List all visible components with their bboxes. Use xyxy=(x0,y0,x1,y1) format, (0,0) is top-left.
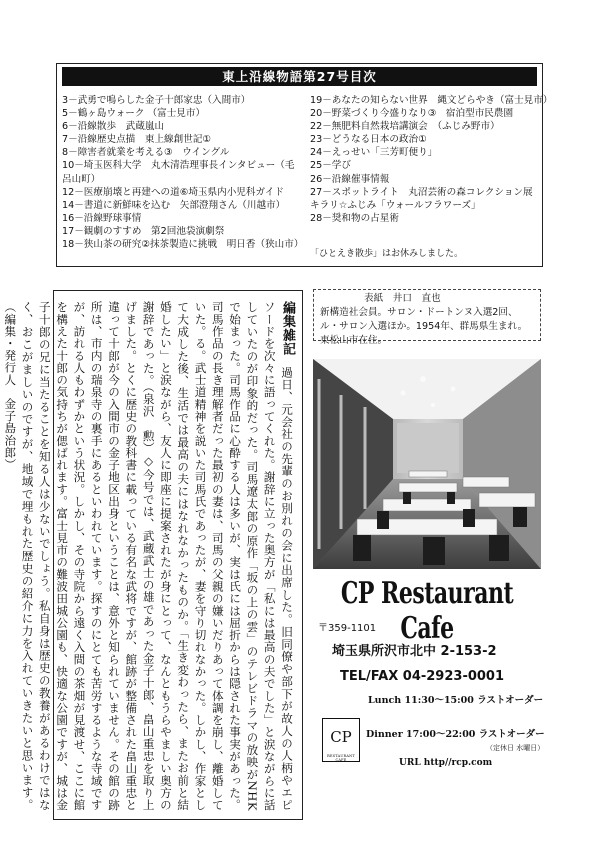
cp-logo xyxy=(322,718,360,762)
toc-item: 12－医療崩壊と再建への道⑥埼玉県内小児科ガイド xyxy=(62,186,284,198)
editorial-body: 過日、元会社の先輩のお別れの会に出席した。旧同僚や部下が故人の人柄やエピソードを次々に語ってくれた。謝辞に立った奥方が「私には最高の夫でした」と涙ながらに話していたのが印象的だった。司馬遼太郎の原作「坂の上の雲」のテレビドラマの放映がNHKで始まった。司馬作品に心酔する人は多いが、実は氏には屈折からは隠された事実があった。司馬作品の長き理解者だった最初の妻は、司馬の父親の嫌いだりあって体調を崩し、離婚していた。る。武士道精神を説いた司馬氏であったが、妻を守り切れなかった。しかし、作家として大成した後、生活では最高の夫にはなれなかったものか。「生き変わったら、またお前と結婚したい」と涙ながら、友人に即座に提案されたが身にとって、なんともうらやましい奥方の謝辞であった。（泉沢 勲）◇今号では、武蔵武士の雄であった金子十郎、畠山重忠を取り上げました。とくに歴史の教科書に載っている有名な武将ですが、館跡が整備された畠山重忠と違って十郎が今の入間市の金子地区出身ということは、意外と知られていません。その館の跡所は、市内の瑞泉寺の裏手にあるといわれています。探すのにとても苦労するような寺域ですが、訪れる人もわずかという状況。しかし、その寺院から遠く入間の茶畑が見渡せ、ここに館を構えた十郎の気持ちが偲ばれます。富士見市の難波田城公園も、快適な公園ですが、城は金子十郎の兄に当たることを知る人は少ないでしょう。私自身は歴史の教養があるわけではなく、おこがましいのですが、地域で埋もれた歴史の紹介に力を入れていきたいと思います。（編集・発行人 金子島治郎） xyxy=(3,301,294,812)
toc-item: 16－沿線野球事情 xyxy=(62,212,142,224)
toc-note: 「ひとえき散歩」はお休みしました。 xyxy=(310,249,464,259)
restaurant-zip: 〒359-1101 xyxy=(318,623,377,634)
toc-item: 7－沿線歴史点描 東上線創世記① xyxy=(62,134,212,146)
restaurant-interior-photo xyxy=(313,359,541,569)
toc-item: 27－スポットライト 丸沼芸術の森コレクション展 キラリ☆ふじみ「ウォールフラワーズ」 xyxy=(310,186,543,211)
restaurant-url: URL http//rcp.com xyxy=(399,758,493,768)
dining-room-illustration xyxy=(313,359,541,569)
cover-artist-note xyxy=(313,289,541,346)
toc-item: 8－障害者就業を考える③ ウイングル xyxy=(62,147,230,159)
lunch-hours: Lunch 11:30～15:00 ラストオーダー xyxy=(368,695,544,706)
toc-right-column xyxy=(310,94,553,225)
toc-item: 10－埼玉医科大学 丸木清浩理事長インタビュー（毛呂山町） xyxy=(62,160,295,185)
toc-item: 14－書道に新鮮味を込む 矢部澄翔さん（川越市） xyxy=(62,199,286,211)
editorial-box xyxy=(3,290,303,820)
restaurant-address: 埼玉県所沢市北中 2-153-2 xyxy=(332,644,497,659)
toc-item: 22－無肥料自然栽培講演会 （ふじみ野市） xyxy=(310,121,500,133)
toc-item: 24－えっせい「三芳町便り」 xyxy=(310,147,438,159)
cp-logo-subtitle: RESTAURANT CAFE xyxy=(327,754,355,762)
toc-left-column xyxy=(62,94,304,251)
restaurant-tel: TEL/FAX 04-2923-0001 xyxy=(340,669,505,684)
toc-item: 18－狭山茶の研究②抹茶製造に挑戦 明日香（狭山市） xyxy=(62,239,304,251)
cp-logo-mark: CP xyxy=(330,728,352,746)
closed-day: （定休日 水曜日） xyxy=(486,744,545,752)
toc-item: 5－鶴ヶ島ウォーク （富士見市） xyxy=(62,108,206,120)
toc-item: 3－武勇で鳴らした金子十郎家忠（入間市） xyxy=(62,95,251,106)
toc-item: 25－学び xyxy=(310,160,351,172)
toc-item: 23－どうなる日本の政治① xyxy=(310,134,427,146)
toc-item: 6－沿線散歩 武蔵嵐山 xyxy=(62,121,165,133)
toc-title: 東上沿線物語第27号目次 xyxy=(62,67,537,86)
toc-item: 28－奨和物の占星術 xyxy=(310,212,399,224)
toc-item: 19－あなたの知らない世界 縄文どらやき（富士見市） xyxy=(310,95,553,106)
editorial-heading: 編集雑記 xyxy=(280,301,295,357)
toc-item: 17－観劇のすすめ 第2回池袋演劇祭 xyxy=(62,225,225,237)
dinner-hours: Dinner 17:00～22:00 ラストオーダー xyxy=(366,729,545,740)
toc-item: 26－沿線催事情報 xyxy=(310,173,390,185)
toc-item: 20－野菜づくり今盛りなり③ 宿泊型市民農園 xyxy=(310,108,514,120)
cover-heading: 表紙 井口 直也 xyxy=(364,293,441,304)
restaurant-name: CP Restaurant Cafe xyxy=(340,576,514,647)
cover-body: 新構造社会員。サロン・ドートンヌ入選2回、ル・サロン入選ほか。1954年、群馬県生まれ。東松山市在住。 xyxy=(320,307,528,346)
editorial-text xyxy=(3,301,296,812)
